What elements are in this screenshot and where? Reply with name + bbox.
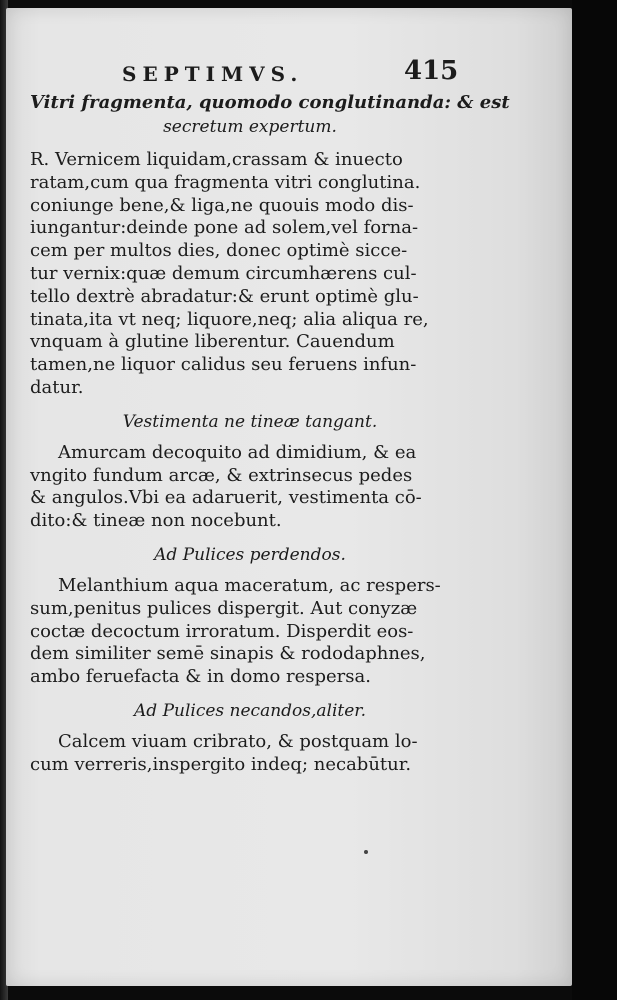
text-line: ratam,cum qua fragmenta vitri conglutina.	[30, 171, 421, 193]
section-title-vestimenta: Vestimenta ne tineæ tangant.	[122, 411, 378, 432]
text-line: coniunge bene,& liga,ne quouis modo dis-	[30, 194, 414, 216]
running-head: SEPTIMVS.	[122, 62, 304, 86]
recipe-subtitle: secretum expertum.	[163, 117, 337, 137]
page-header	[30, 54, 470, 90]
text-line: dito:& tineæ non nocebunt.	[30, 510, 282, 532]
text-line: vngito fundum arcæ, & extrinsecus pedes	[30, 464, 413, 486]
text-line: coctæ decoctum irroratum. Disperdit eos-	[30, 620, 414, 642]
text-line: tinata,ita vt neq; liquore,neq; alia aliqua re,	[30, 308, 429, 330]
recipe-title: Vitri fragmenta, quomodo conglutinanda: & est	[30, 92, 510, 113]
paragraph-pulices	[30, 575, 470, 689]
text-line: tamen,ne liquor calidus seu feruens infun-	[30, 354, 417, 376]
text-line: datur.	[30, 376, 84, 398]
text-line: dem similiter semē sinapis & rododaphnes,	[30, 643, 426, 665]
text-line: cem per multos dies, donec optimè sicce-	[30, 240, 408, 262]
text-line: iungantur:deinde pone ad solem,vel forna-	[30, 217, 419, 239]
text-line: & angulos.Vbi ea adaruerit, vestimenta cō-	[30, 487, 422, 509]
text-line: vnquam à glutine liberentur. Cauendum	[30, 331, 395, 353]
text-line: tello dextrè abradatur:& erunt optimè glu-	[30, 285, 419, 307]
scan-border	[572, 0, 617, 1000]
paper-speck	[364, 850, 368, 854]
text-line: Amurcam decoquito ad dimidium, & ea	[58, 441, 417, 463]
section-title-pulices: Ad Pulices perdendos.	[154, 544, 346, 565]
paragraph-vestimenta	[30, 442, 470, 533]
paragraph-pulices-aliter	[30, 731, 470, 777]
text-line: Calcem viuam cribrato, & postquam lo-	[58, 730, 418, 752]
paragraph-vitri	[30, 149, 470, 400]
text-line: cum verreris,inspergito indeq; necabūtur.	[30, 753, 412, 775]
text-line: sum,penitus pulices dispergit. Aut conyzæ	[30, 597, 418, 619]
page-number: 415	[404, 56, 459, 86]
text-line: tur vernix:quæ demum circumhærens cul-	[30, 262, 417, 284]
text-line: Melanthium aqua maceratum, ac respers-	[58, 574, 441, 596]
book-page	[6, 8, 572, 986]
section-title-pulices-aliter: Ad Pulices necandos,aliter.	[134, 700, 366, 721]
text-line: R. Vernicem liquidam,crassam & inuecto	[30, 149, 403, 170]
page-text-block	[30, 54, 510, 777]
text-line: ambo feruefacta & in domo respersa.	[30, 666, 371, 688]
